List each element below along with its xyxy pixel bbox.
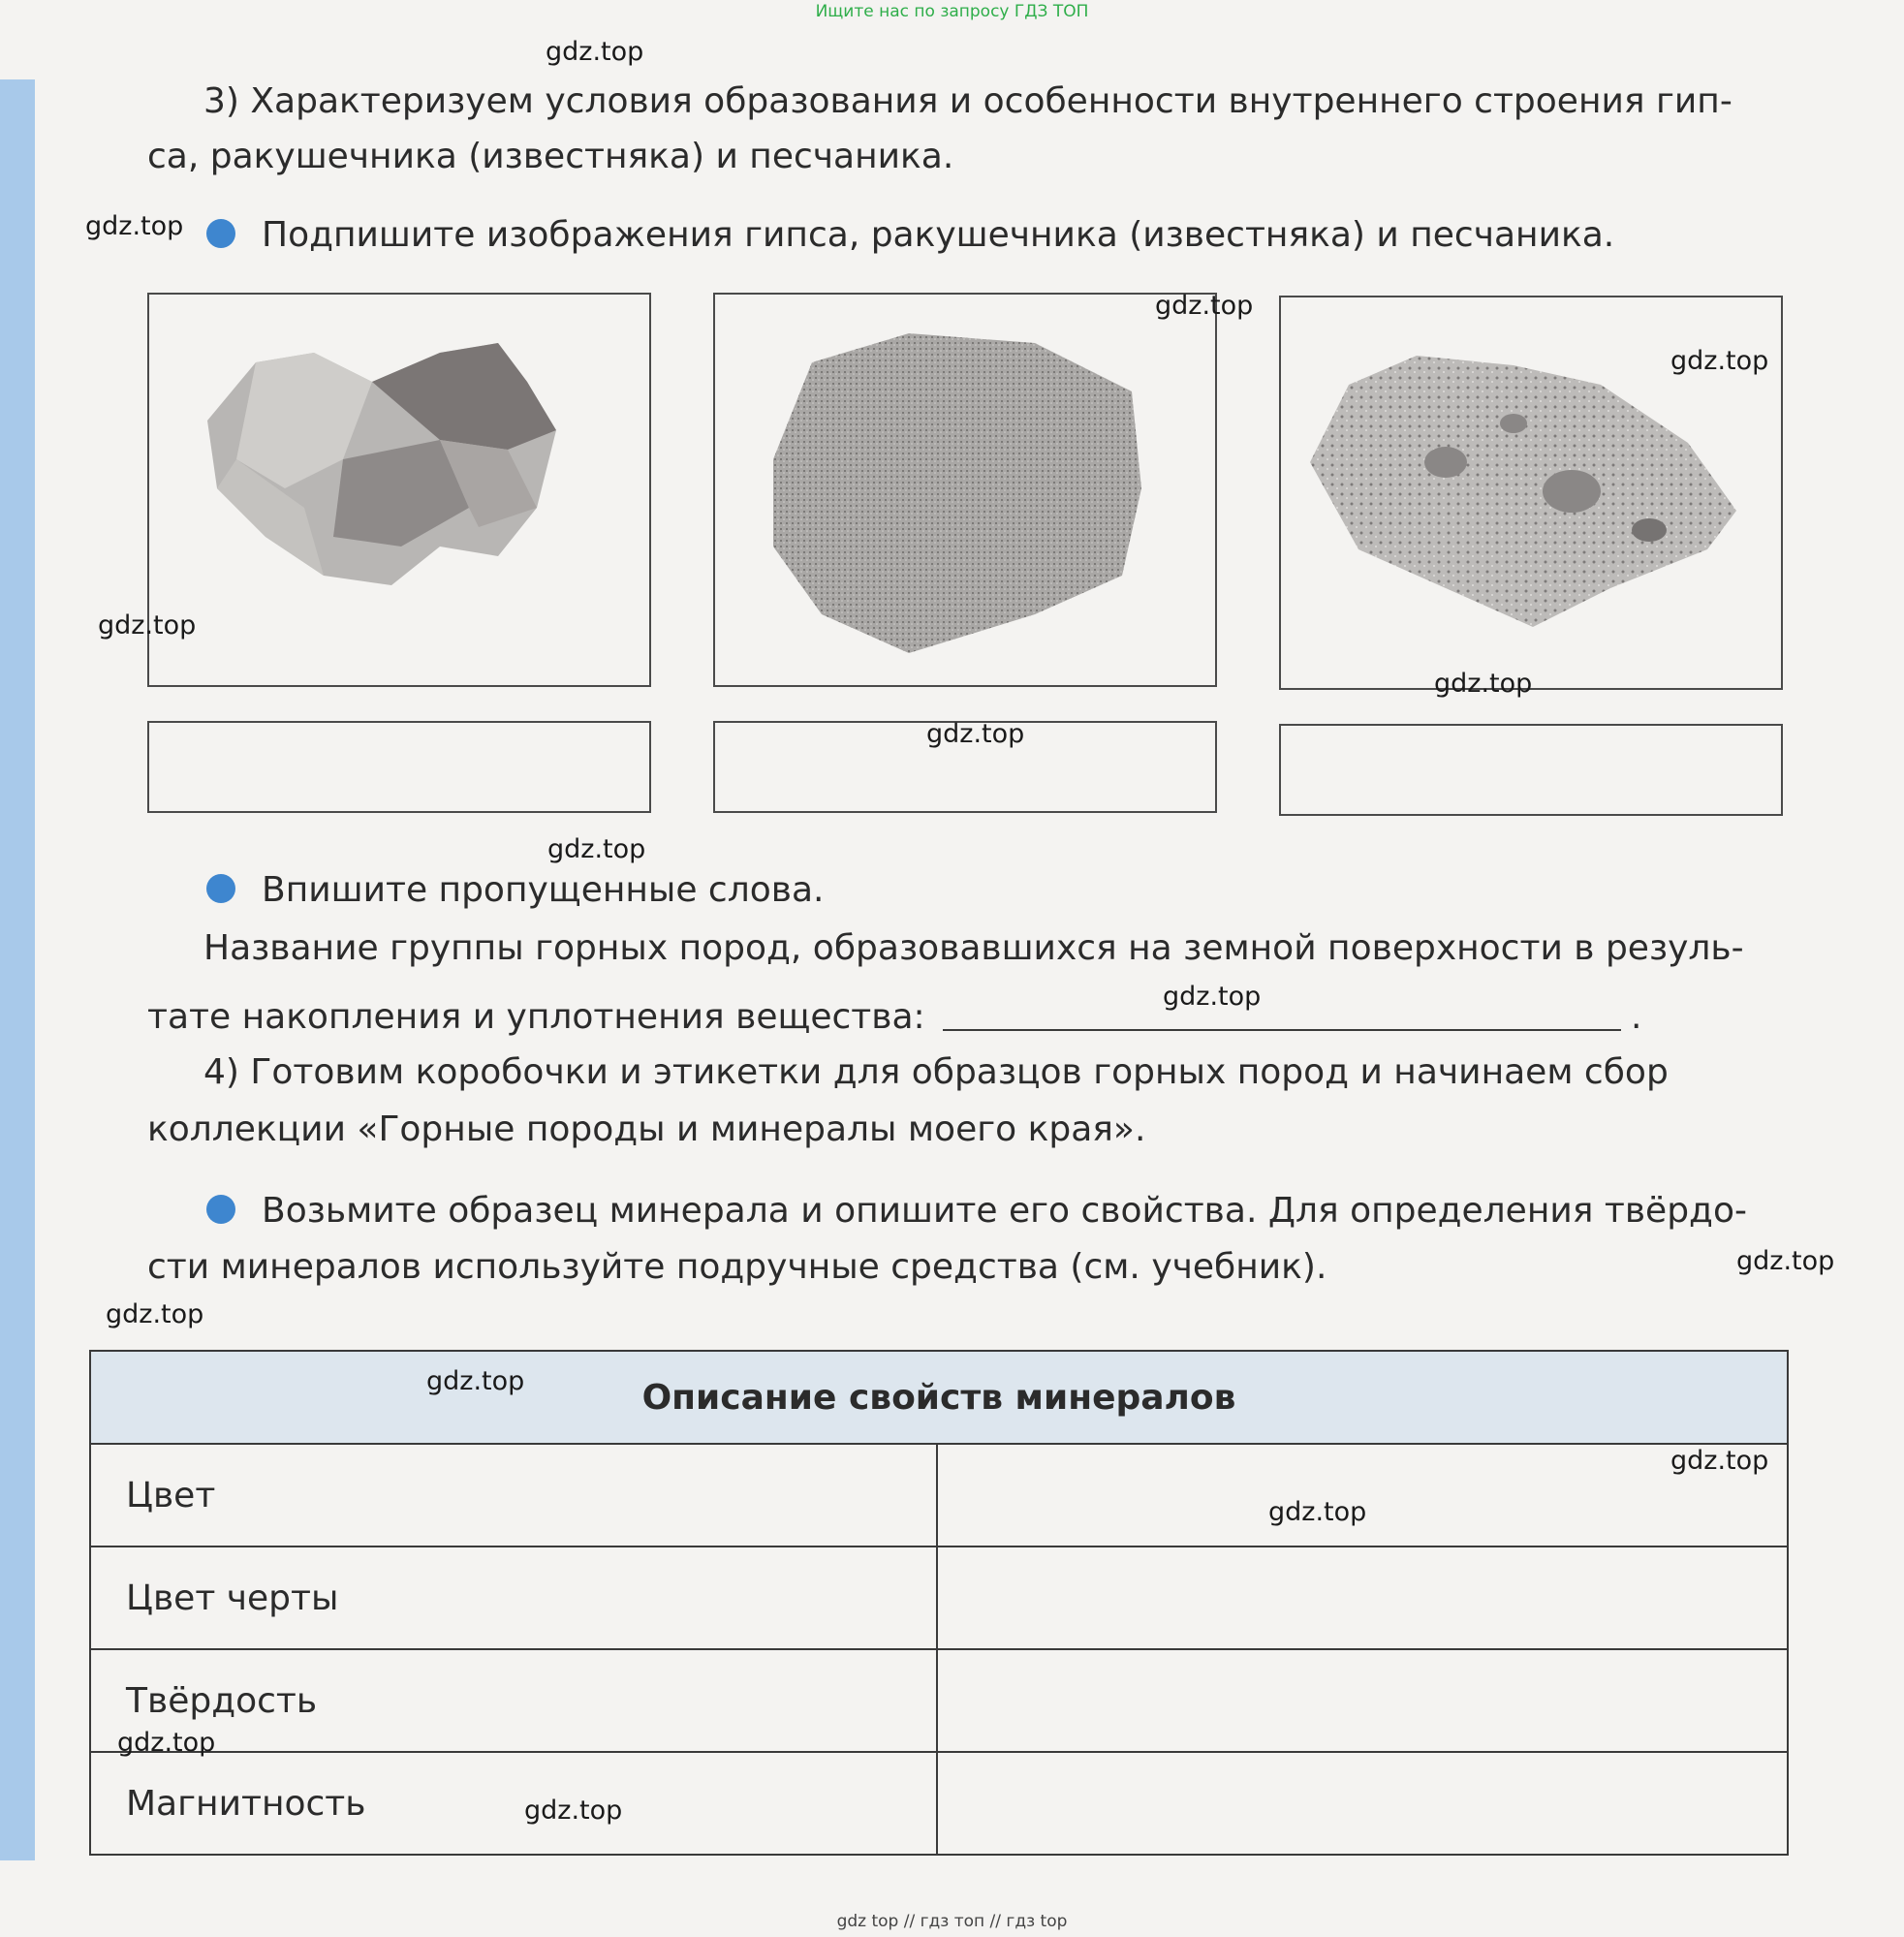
watermark: gdz.top <box>1268 1497 1367 1527</box>
task4-heading-line2: коллекции «Горные породы и минералы моего края». <box>147 1109 1146 1149</box>
instruction-fill-words: Впишите пропущенные слова. <box>262 870 825 910</box>
task3-heading-line1: 3) Характеризуем условия образования и особенности внутреннего строения гип- <box>203 81 1732 121</box>
task4-instruction-line2: сти минералов используйте подручные средства (см. учебник). <box>147 1247 1327 1287</box>
instruction-label-images: Подпишите изображения гипса, ракушечника (известняка) и песчаника. <box>262 215 1615 255</box>
table-row <box>90 1546 1788 1649</box>
watermark: gdz.top <box>1670 346 1769 376</box>
row-label-streak: Цвет черты <box>90 1546 937 1649</box>
fill-sentence-line2: тате накопления и уплотнения вещества: <box>147 997 925 1037</box>
watermark: gdz.top <box>106 1299 204 1329</box>
watermark: gdz.top <box>524 1796 623 1826</box>
page-sidebar-stripe <box>0 79 35 1860</box>
row-label-hardness: Твёрдость <box>90 1649 937 1752</box>
watermark: gdz.top <box>98 610 197 640</box>
row-label-magnetism: Магнитность <box>90 1752 937 1855</box>
minerals-properties-table <box>89 1350 1789 1856</box>
answer-cell-streak[interactable] <box>937 1546 1788 1649</box>
task4-heading-line1: 4) Готовим коробочки и этикетки для образцов горных пород и начинаем сбор <box>203 1052 1669 1092</box>
bullet-icon <box>206 219 235 248</box>
row-label-color: Цвет <box>90 1444 937 1546</box>
watermark: gdz.top <box>1163 982 1262 1012</box>
table-title: Описание свойств минералов <box>90 1351 1788 1444</box>
top-banner[interactable]: Ищите нас по запросу ГДЗ ТОП <box>815 2 1089 21</box>
watermark: gdz.top <box>1736 1246 1835 1276</box>
watermark: gdz.top <box>85 211 184 241</box>
fill-sentence-period: . <box>1631 997 1642 1037</box>
label-box-sandstone[interactable] <box>1279 724 1783 816</box>
watermark: gdz.top <box>426 1366 525 1396</box>
bullet-icon <box>206 874 235 903</box>
watermark: gdz.top <box>1670 1446 1769 1476</box>
task3-heading-line2: са, ракушечника (известняка) и песчаника. <box>147 137 954 176</box>
label-box-gypsum[interactable] <box>147 721 651 813</box>
bullet-icon <box>206 1195 235 1224</box>
photo-limestone-frame <box>713 293 1217 687</box>
answer-cell-color[interactable] <box>937 1444 1788 1546</box>
gypsum-rock-image <box>149 295 649 685</box>
watermark: gdz.top <box>547 834 646 864</box>
watermark: gdz.top <box>117 1728 216 1758</box>
watermark: gdz.top <box>1155 291 1254 321</box>
table-row <box>90 1752 1788 1855</box>
limestone-rock-image <box>715 295 1215 685</box>
watermark: gdz.top <box>926 719 1025 749</box>
watermark: gdz.top <box>1434 669 1533 699</box>
task4-instruction-line1: Возьмите образец минерала и опишите его свойства. Для определения твёрдо- <box>262 1191 1747 1231</box>
photo-gypsum-frame <box>147 293 651 687</box>
answer-cell-hardness[interactable] <box>937 1649 1788 1752</box>
footer-links[interactable]: gdz top // гдз топ // гдз top <box>836 1912 1068 1931</box>
fill-sentence-line1: Название группы горных пород, образовавшихся на земной поверхности в резуль- <box>203 928 1744 968</box>
table-row <box>90 1444 1788 1546</box>
watermark: gdz.top <box>546 37 644 67</box>
answer-cell-magnetism[interactable] <box>937 1752 1788 1855</box>
table-row <box>90 1649 1788 1752</box>
answer-blank-line[interactable] <box>943 1027 1621 1031</box>
